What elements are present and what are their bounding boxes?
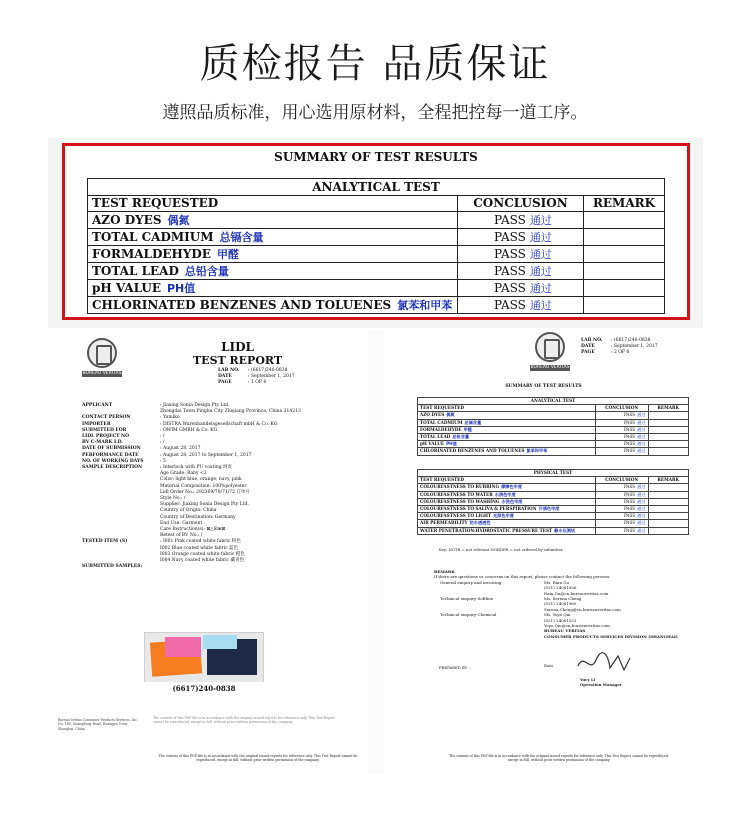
remark-cell [584, 263, 665, 280]
remark-row: REMARK [434, 569, 455, 574]
remark-cell [584, 297, 665, 314]
remark-row: Technical enquiry-Chemical Ms. Yoyo Qiu [440, 612, 571, 618]
test-name-cell: TOTAL LEAD 总铅含量 [88, 263, 458, 280]
detail-row: End Use: Garment [160, 520, 203, 526]
signature-icon [574, 648, 634, 678]
test-name-cell: TOTAL CADMIUM 总镉含量 [88, 229, 458, 246]
detail-row: BV C-MARK I.D. : / [82, 440, 165, 446]
blue-fabric-swatch [203, 635, 237, 649]
remark-cell [584, 280, 665, 297]
remark-row: (021) 24081960 [544, 601, 577, 607]
applicant-details [82, 403, 355, 570]
footer-note: The content of this PDF file is in accordance with the original issued reports for reference only. This Test Report cannot be reproduced, except in full, without prior written permission of the company. [158, 754, 358, 763]
report-page-1 [48, 330, 368, 774]
physical-test-table: PHYSICAL TEST TEST REQUESTED CONCLUSION REMARK COLOURFASTNESS TO RUBBING 摩擦色牢度 PASS 通过 COLOURFASTNESS TO WATER 水渍色牢度 PASS 通过 COLOURFASTNESS TO WASHING 水洗色牢度 PASS 通过 COLOURFASTNESS TO SALIVA & PERSPIRATION 汗渍色牢度 PASS 通过 COLOURFASTNESS TO LIGHT 光照色牢度 PASS 通过 AIR PERMEABILITY 防水透透性 PASS 通过 WATER PENETRATION:HYDROSTATIC PRESSURE TEST 静水压测试 PASS 通过 [417, 469, 689, 535]
table-row: FORMALDEHYDE 甲醛 PASS 通过 [418, 426, 689, 433]
table-row: CHLORINATED BENZENES AND TOLUENES 氯苯和甲苯 PASS 通过 [418, 448, 689, 455]
test-name-cell: CHLORINATED BENZENES AND TOLUENES 氯苯和甲苯 [88, 297, 458, 314]
conclusion-cell: PASS 通过 [458, 246, 584, 263]
detail-row: Style No.: / [160, 496, 186, 502]
analytical-test-table: ANALYTICAL TEST TEST REQUESTED CONCLUSION REMARK AZO DYES 偶氮 PASS 通过 TOTAL CADMIUM 总镉含量 PASS 通过 FORMALDEHYDE 甲醛 PASS 通过 TOTAL LEAD 总铅含量 PASS 通过 pH VALUE PH值 PASS 通过 CHLORINATED BENZENES AND TOLUENES 氯苯和甲苯 PASS 通过 [417, 397, 689, 456]
report-title: LIDL TEST REPORT [193, 340, 283, 367]
detail-row: Country of Origin: China [160, 508, 217, 514]
footer-address: Bureau Veritas Consumer Products Services, Inc. No. 168, Guangdong Road, Huangpu Town, Shanghai, China [58, 718, 138, 731]
column-header-conclusion: CONCLUSION [458, 195, 584, 212]
table-row: COLOURFASTNESS TO RUBBING 摩擦色牢度 PASS 通过 [418, 484, 689, 491]
remark-cell [584, 229, 665, 246]
detail-row: Age Grade: Baby <3 [160, 471, 207, 477]
remark-cell [584, 212, 665, 229]
table-row [88, 297, 665, 314]
table-row: pH VALUE PH值 PASS 通过 [418, 441, 689, 448]
table-row: TOTAL LEAD 总铅含量 PASS 通过 [418, 433, 689, 440]
detail-row: Material Composition: 100%polyester [160, 483, 247, 489]
detail-row: SUBMITTED FOR : OWIM GMBH & Co. KG [82, 427, 218, 433]
detail-row: PERFORMANCE DATE : August 28, 2017 to September 1, 2017 [82, 452, 252, 458]
detail-row: I004 Navy coated white fabric 藏青色 [160, 558, 244, 564]
detail-row: DATE OF SUBMISSION : August 28, 2017 [82, 446, 201, 452]
remark-row: Serena.Cheng@cn.bureauveritas.com [544, 606, 621, 612]
signer-name: Yucy Li [580, 677, 596, 682]
report-pages-panel [48, 330, 703, 774]
footer-note: The content of this PDF file is in accordance with the original issued reports for reference only. This Test Report cannot be reproduced, except in full, without prior written permission of the company. [449, 754, 669, 763]
remark-row: If there are questions or concerns on this report, please contact the following persons: [434, 574, 611, 580]
test-name-cell: FORMALDEHYDE 甲醛 [88, 246, 458, 263]
bureau-veritas-logo: BUREAU VERITAS [530, 332, 570, 371]
table-row [88, 280, 665, 297]
table-row: AIR PERMEABILITY 防水透透性 PASS 通过 [418, 520, 689, 527]
table-title: ANALYTICAL TEST [88, 179, 665, 196]
remark-row: BUREAU VERITAS [544, 628, 586, 634]
detail-row: CONTACT PERSON : Yumiko [82, 415, 180, 421]
summary-heading: SUMMARY OF TEST RESULTS [274, 150, 478, 164]
column-header-test: TEST REQUESTED [88, 195, 458, 212]
report-page-2 [384, 330, 703, 774]
remark-row: Yoyo.Qiu@cn.bureauveritas.com [544, 623, 610, 629]
conclusion-cell: PASS 通过 [458, 297, 584, 314]
table-row: COLOURFASTNESS TO SALIVA & PERSPIRATION 汗渍色牢度 PASS 通过 [418, 505, 689, 512]
prepared-by-label: PREPARED BY : [439, 665, 470, 670]
summary-heading: SUMMARY OF TEST RESULTS [505, 384, 582, 389]
summary-table [87, 178, 665, 314]
detail-row: Lidl Order No.: 292369/70/71/72 订单号 [160, 489, 250, 495]
remark-cell [584, 246, 665, 263]
photo-caption: (6617)240-0838 [144, 682, 264, 696]
lab-info: LAB NO. : (6617)240-0838 DATE : September 1, 2017 PAGE : 2 OF 6 [581, 338, 658, 355]
detail-row: Supplier: Jiaxing Sonia Design Pty Ltd. [160, 502, 249, 508]
detail-row: LIDL PROJECT NO : / [82, 434, 165, 440]
remark-row: Technical enquiry-Softline Ms. Serena Cheng [440, 596, 582, 602]
summary-highlight-frame [62, 143, 690, 320]
detail-row: Country of Destination: Germany [160, 514, 236, 520]
test-name-cell: AZO DYES 偶氮 [88, 212, 458, 229]
detail-row: IMPORTER : DISTRA Warenhandelsgesellschaft mbH & Co. KG [82, 421, 278, 427]
remark-row: Rain.Gu@cn.bureauveritas.com [544, 590, 609, 596]
table-row [88, 263, 665, 280]
table-row: AZO DYES 偶氮 PASS 通过 [418, 412, 689, 419]
table-row: WATER PENETRATION:HYDROSTATIC PRESSURE TEST 静水压测试 PASS 通过 [418, 527, 689, 534]
detail-row: Retest of BV No.: / [160, 533, 203, 539]
bureau-veritas-logo: BUREAU VERITAS [82, 338, 122, 377]
conclusion-cell: PASS 通过 [458, 263, 584, 280]
lab-info: LAB NO. : (6617)240-0838 DATE : September 1, 2017 PAGE : 1 OF 6 [218, 368, 295, 385]
detail-row: Color: light blue, orange, navy, pink [160, 477, 242, 483]
detail-row: Care Instruction(s): ⊠△☒⊗⊠ [160, 527, 226, 533]
detail-row: SAMPLE DESCRIPTION : Interlock with PU coating 珂皮 [82, 465, 233, 471]
remark-row: (021) 24081936 [544, 585, 577, 591]
table-row [88, 229, 665, 246]
conclusion-cell: PASS 通过 [458, 280, 584, 297]
detail-row: I002 Blue coated white fabric 蓝色 [160, 545, 239, 551]
seal-icon [535, 332, 565, 362]
table-row [88, 246, 665, 263]
remark-row: CONSUMER PRODUCTS SERVICES DIVISION (SHANGHAI) [544, 633, 678, 639]
footer-legal-text: The content of this PDF file is in accordance with the original issued reports for reference only. This Test Report cannot be reproduced, except in full, without prior written permission of the company. [153, 716, 335, 725]
remark-row: General enquiry and invoicing Ms. Rain Gu [440, 579, 570, 585]
conclusion-cell: PASS 通过 [458, 212, 584, 229]
column-header-remark: REMARK [584, 195, 665, 212]
signer-title: Operation Manager [580, 682, 622, 687]
detail-row: SUBMITTED SAMPLES: [82, 564, 143, 570]
detail-row: I003 Orange coated white fabric 橙色 [160, 551, 245, 557]
prepared-by-name: Rain [544, 663, 553, 668]
remark-row: (021) 24081523 [544, 617, 577, 623]
seal-icon [87, 338, 117, 368]
table-row: COLOURFASTNESS TO WATER 水渍色牢度 PASS 通过 [418, 491, 689, 498]
conclusion-cell: PASS 通过 [458, 229, 584, 246]
key-legend: Key: NOTR = not relevant NORDER = not ordered by submitter [439, 547, 563, 552]
table-row [88, 212, 665, 229]
detail-row: NO. OF WORKING DAYS : 5 [82, 458, 166, 464]
table-row: TOTAL CADMIUM 总镉含量 PASS 通过 [418, 419, 689, 426]
page-subtitle: 遵照品质标准，用心选用原材料，全程把控每一道工序。 [162, 103, 588, 123]
table-row: COLOURFASTNESS TO WASHING 水洗色牢度 PASS 通过 [418, 498, 689, 505]
remark-block [434, 569, 678, 639]
detail-row: Zhongdai Town Pinghu City Zhejiang Province, China 314213 [160, 409, 301, 415]
page-title: 质检报告 品质保证 [199, 41, 551, 87]
pink-fabric-swatch [165, 637, 201, 657]
test-name-cell: pH VALUE PH值 [88, 280, 458, 297]
detail-row: APPLICANT : Jiaxing Sonia Design Pty Ltd. [82, 403, 230, 408]
detail-row: TESTED ITEM (S) : I001 Pink coated white fabric 粉色 [82, 539, 241, 545]
table-row: COLOURFASTNESS TO LIGHT 光照色牢度 PASS 通过 [418, 513, 689, 520]
